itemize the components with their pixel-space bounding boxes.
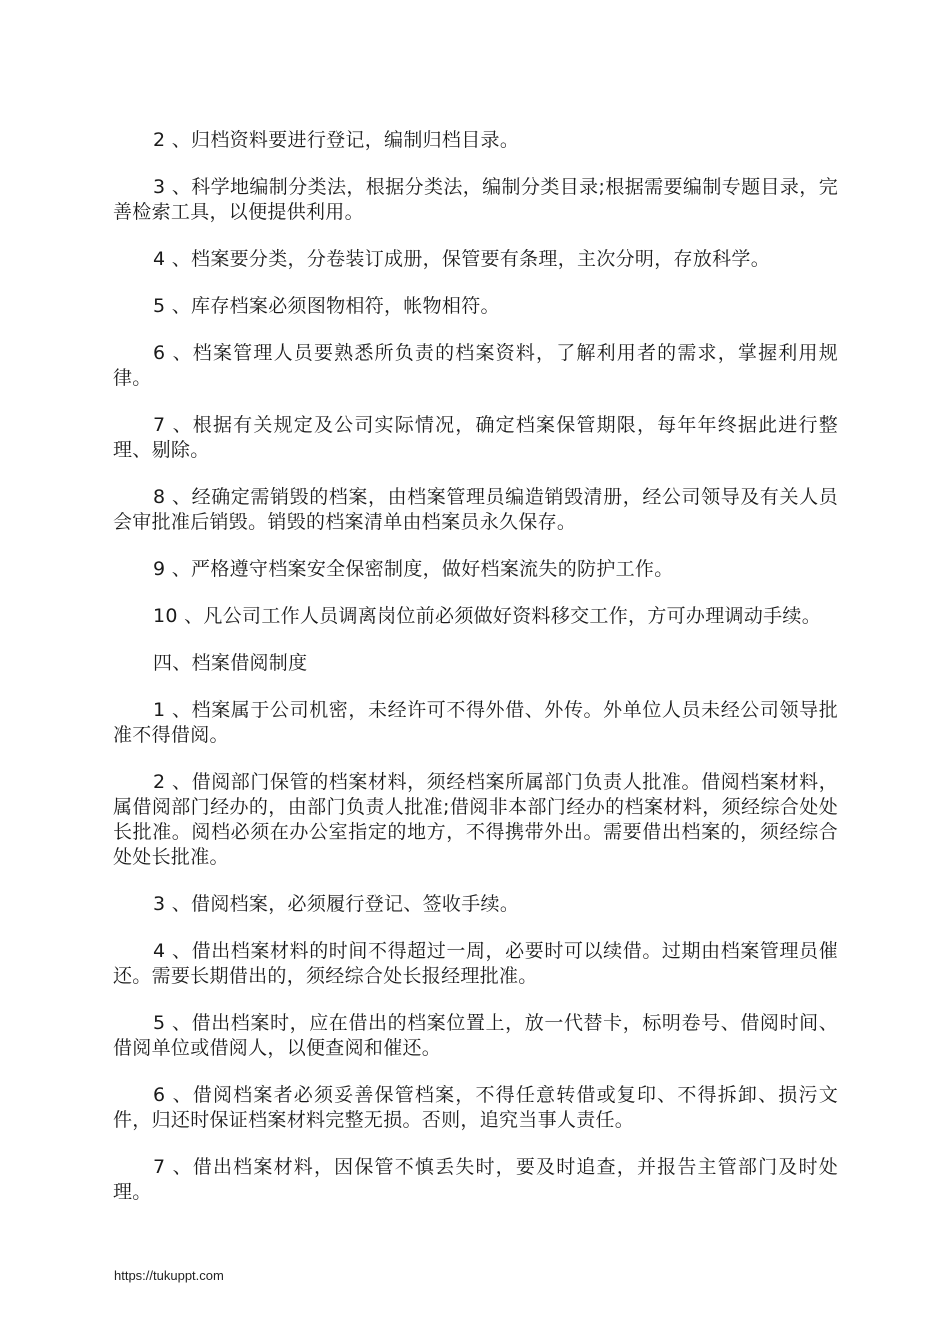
paragraph-borrower-care: 6 、借阅档案者必须妥善保管档案，不得任意转借或复印、不得拆卸、损污文件，归还时保证档案材料完整无损。否则，追究当事人责任。: [113, 1084, 838, 1131]
paragraph-borrow-duration: 4 、借出档案材料的时间不得超过一周，必要时可以续借。过期由档案管理员催还。需要长期借出的，须经综合处长报经理批准。: [113, 940, 838, 987]
paragraph-borrow-secrecy: 1 、档案属于公司机密，未经许可不得外借、外传。外单位人员未经公司领导批准不得借阅。: [113, 699, 838, 746]
paragraph-loss-handling: 7 、借出档案材料，因保管不慎丢失时，要及时追查，并报告主管部门及时处理。: [113, 1156, 838, 1203]
paragraph-inventory: 5 、库存档案必须图物相符，帐物相符。: [153, 295, 500, 317]
paragraph-retention-period: 7 、根据有关规定及公司实际情况，确定档案保管期限，每年年终据此进行整理、剔除。: [113, 414, 838, 461]
paragraph-destruction: 8 、经确定需销毁的档案，由档案管理员编造销毁清册，经公司领导及有关人员会审批准后销毁。销毁的档案清单由档案员永久保存。: [113, 486, 838, 533]
paragraph-borrow-approval: 2 、借阅部门保管的档案材料，须经档案所属部门负责人批准。借阅档案材料，属借阅部门经办的，由部门负责人批准;借阅非本部门经办的档案材料，须经综合处处长批准。阅档必须在办公室指定的地方，不得携带外出。需要借出档案的，须经综合处处长批准。: [113, 771, 838, 868]
section-heading-borrowing: 四、档案借阅制度: [153, 652, 308, 674]
footer-url: https://tukuppt.com: [114, 1268, 224, 1283]
paragraph-classification: 3 、科学地编制分类法，根据分类法，编制分类目录;根据需要编制专题目录，完善检索工具，以便提供利用。: [113, 176, 838, 223]
document-body: [113, 128, 838, 1227]
paragraph-staff-familiarity: 6 、档案管理人员要熟悉所负责的档案资料，了解利用者的需求，掌握利用规律。: [113, 342, 838, 389]
paragraph-archive-registration: 2 、归档资料要进行登记，编制归档目录。: [153, 129, 520, 151]
paragraph-confidentiality: 9 、严格遵守档案安全保密制度，做好档案流失的防护工作。: [153, 558, 674, 580]
paragraph-substitute-card: 5 、借出档案时，应在借出的档案位置上，放一代替卡，标明卷号、借阅时间、借阅单位或借阅人，以便查阅和催还。: [113, 1012, 838, 1059]
paragraph-handover: 10 、凡公司工作人员调离岗位前必须做好资料移交工作，方可办理调动手续。: [153, 605, 822, 627]
paragraph-borrow-registration: 3 、借阅档案，必须履行登记、签收手续。: [153, 893, 520, 915]
paragraph-binding: 4 、档案要分类，分卷装订成册，保管要有条理，主次分明，存放科学。: [153, 248, 771, 270]
